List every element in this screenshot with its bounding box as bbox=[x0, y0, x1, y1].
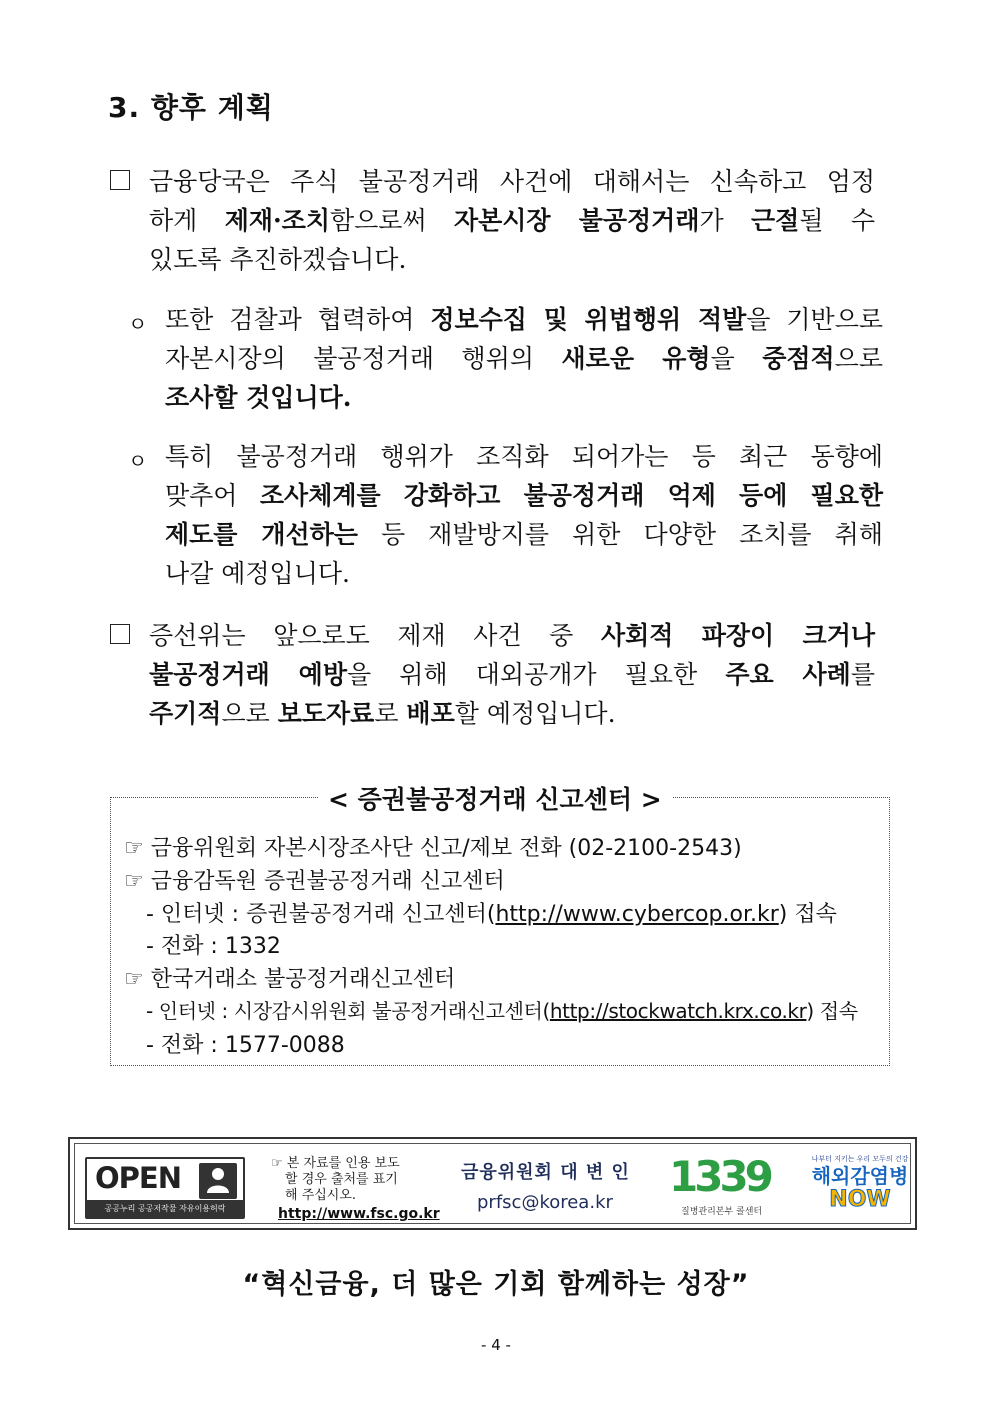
overseas-infection-now-logo: 나부터 지키는 우리 모두의 건강 해외감염병 NOW bbox=[811, 1155, 909, 1212]
paragraph-4 bbox=[149, 616, 875, 733]
report-center-title: < 증권불공정거래 신고센터 > bbox=[318, 780, 672, 816]
report-line-krx-web: - 인터넷 : 시장감시위원회 불공정거래신고센터(http://stockwatch.krx.co.kr) 접속 bbox=[146, 999, 858, 1023]
cybercop-link[interactable]: http://www.cybercop.or.kr bbox=[495, 902, 779, 927]
spokesperson-label: 금융위원회 대 변 인 bbox=[461, 1162, 630, 1183]
report-line-krx: ☞ 한국거래소 불공정거래신고센터 bbox=[124, 967, 456, 992]
paragraph-2-line-1: 또한 검찰과 협력하여 정보수집 및 위법행위 적발을 기반으로 bbox=[165, 305, 883, 334]
section-title: 3. 향후 계획 bbox=[108, 91, 274, 124]
paragraph-3-line-4: 나갈 예정입니다. bbox=[165, 559, 350, 588]
paragraph-4-marker bbox=[110, 624, 130, 647]
paragraph-1-line-2: 하게 제재·조치함으로써 자본시장 불공정거래가 근절될 수 bbox=[149, 206, 875, 235]
stockwatch-link[interactable]: http://stockwatch.krx.co.kr bbox=[549, 999, 807, 1023]
paragraph-4-line-2: 불공정거래 예방을 위해 대외공개가 필요한 주요 사례를 bbox=[149, 660, 875, 689]
hand-pointer-icon: ☞ bbox=[124, 869, 144, 894]
paragraph-3-marker: ㅇ bbox=[128, 449, 148, 473]
paragraph-4-line-3: 주기적으로 보도자료로 배포할 예정입니다. bbox=[149, 699, 616, 728]
report-line-fss: ☞ 금융감독원 증권불공정거래 신고센터 bbox=[124, 869, 505, 894]
paragraph-3-line-3: 제도를 개선하는 등 재발방지를 위한 다양한 조치를 취해 bbox=[165, 520, 883, 549]
paragraph-3-line-2: 맞추어 조사체계를 강화하고 불공정거래 억제 등에 필요한 bbox=[165, 481, 883, 510]
slogan: “혁신금융, 더 많은 기회 함께하는 성장” bbox=[242, 1269, 750, 1300]
paragraph-2-marker: ㅇ bbox=[128, 312, 148, 336]
spokesperson-email[interactable]: prfsc@korea.kr bbox=[477, 1192, 613, 1213]
paragraph-3-line-1: 특히 불공정거래 행위가 조직화 되어가는 등 최근 동향에 bbox=[165, 442, 883, 471]
paragraph-1-line-1: 금융당국은 주식 불공정거래 사건에 대해서는 신속하고 엄정 bbox=[149, 167, 875, 196]
paragraph-2-line-3: 조사할 것입니다. bbox=[165, 383, 352, 412]
paragraph-4-line-1: 증선위는 앞으로도 제재 사건 중 사회적 파장이 크거나 bbox=[149, 621, 875, 650]
person-icon bbox=[199, 1163, 237, 1199]
paragraph-2-line-2: 자본시장의 불공정거래 행위의 새로운 유형을 중점적으로 bbox=[165, 344, 883, 373]
footer-band bbox=[68, 1137, 917, 1230]
paragraph-3 bbox=[165, 437, 883, 593]
paragraph-2 bbox=[165, 300, 883, 417]
open-license-caption: 공공누리 공공저작물 자유이용허락 bbox=[87, 1200, 243, 1217]
report-line-fsc: ☞ 금융위원회 자본시장조사단 신고/제보 전화 (02-2100-2543) bbox=[124, 836, 742, 861]
report-line-fss-web: - 인터넷 : 증권불공정거래 신고센터(http://www.cybercop.or.kr) 접속 bbox=[146, 902, 837, 927]
paragraph-1-marker bbox=[110, 170, 130, 193]
hand-pointer-icon: ☞ bbox=[124, 967, 144, 992]
paragraph-1 bbox=[149, 162, 875, 279]
report-line-krx-tel: - 전화 : 1577-0088 bbox=[146, 1033, 345, 1058]
page-number: - 4 - bbox=[481, 1336, 511, 1354]
hand-pointer-icon: ☞ bbox=[124, 836, 144, 861]
report-line-fss-tel: - 전화 : 1332 bbox=[146, 934, 281, 959]
logo-1339-digits: 1339 bbox=[669, 1152, 770, 1201]
citation-note: ☞ 본 자료를 인용 보도 할 경우 출처를 표기 해 주십시오. bbox=[271, 1156, 400, 1203]
open-license-logo: OPEN 공공누리 공공저작물 자유이용허락 bbox=[85, 1157, 245, 1219]
fsc-website-link[interactable]: http://www.fsc.go.kr bbox=[278, 1206, 440, 1222]
kcdc-1339-logo: 1339 질병관리본부 콜센터 bbox=[669, 1152, 770, 1217]
paragraph-1-line-3: 있도록 추진하겠습니다. bbox=[149, 245, 407, 274]
